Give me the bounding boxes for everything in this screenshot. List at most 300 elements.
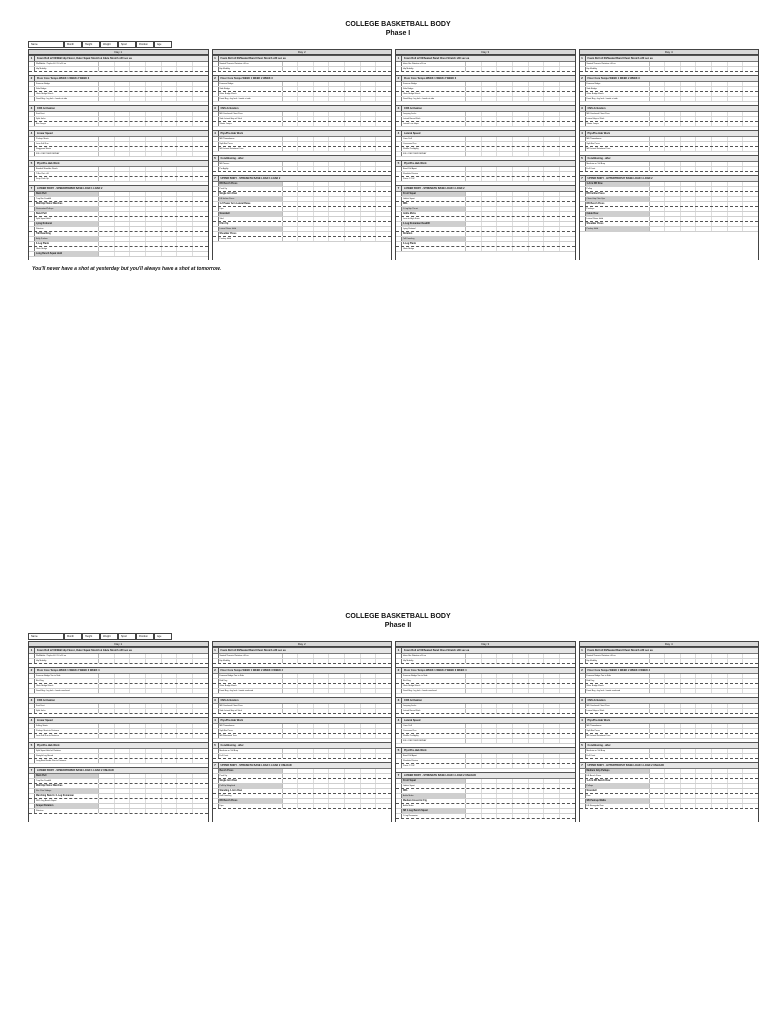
log-cell [529, 67, 545, 71]
log-cell [665, 67, 681, 71]
day-label: Day 1 [29, 49, 208, 55]
log-cell [162, 117, 178, 121]
section-label: Conditioning - after [220, 744, 244, 747]
log-cell [314, 82, 330, 86]
log-cell [497, 674, 513, 678]
log-cell [529, 192, 545, 196]
exercise-name: FULL REST B/W REPEAT [402, 739, 466, 743]
log-cell [529, 814, 545, 818]
log-cell [162, 659, 178, 663]
log-cell [177, 117, 193, 121]
exercise-name: MB Lateral Rotational Toss [219, 147, 283, 151]
log-cell [376, 222, 391, 226]
log-cell [560, 197, 575, 201]
log-cell [130, 227, 146, 231]
log-cell [314, 769, 330, 773]
exercise-name: Dead Bug - leg lock - hands at side [402, 97, 466, 101]
log-cell [130, 212, 146, 216]
log-cell [482, 197, 498, 201]
log-cell [177, 689, 193, 693]
log-cell [177, 754, 193, 758]
log-cell [162, 684, 178, 688]
log-cell [665, 794, 681, 798]
log-cell [513, 734, 529, 738]
log-cell [728, 112, 744, 116]
log-cell [329, 684, 345, 688]
log-cell [115, 242, 131, 246]
log-cell [696, 202, 712, 206]
log-cell [376, 147, 391, 151]
log-cell [743, 779, 758, 783]
log-cell [162, 247, 178, 251]
log-cell [529, 724, 545, 728]
section-label: Lateral Speed [404, 719, 421, 722]
log-cell [177, 202, 193, 206]
section-number: 5 [213, 743, 219, 748]
phase-1-sheet [28, 20, 768, 272]
log-cell [361, 82, 377, 86]
log-cell [560, 217, 575, 221]
section-number: 3 [29, 698, 35, 703]
log-cell [329, 794, 345, 798]
section-label: Foam Roll x2:00/Seated Band Chest Stretch x30 sec ea [220, 57, 286, 60]
exercise-name: Hip Mobility [402, 659, 466, 663]
log-cell [298, 217, 314, 221]
log-cell [162, 237, 178, 241]
log-cell [743, 167, 758, 171]
log-cell [99, 117, 115, 121]
section-header [213, 175, 392, 182]
section-label: Plyo/Pre-Hab Work [404, 749, 427, 752]
exercise-name: DB Bench Press [219, 182, 283, 186]
log-cell [497, 739, 513, 743]
section-label: Foam Roll x2:00/Seated Band Chest Stretch x30 sec ea [587, 57, 653, 60]
log-cell [376, 82, 391, 86]
header-field: Sport [118, 633, 136, 640]
log-cell [696, 62, 712, 66]
log-cell [497, 237, 513, 241]
log-cell [345, 202, 361, 206]
log-cell [146, 684, 162, 688]
exercise-name: 1-2 Power Arm Lateral Raise [219, 202, 283, 206]
exercise-name: Long Bench Squat Hold [35, 252, 99, 256]
log-cell [177, 147, 193, 151]
log-cell [99, 754, 115, 758]
log-cell [529, 799, 545, 803]
log-cell [345, 799, 361, 803]
section-number: 5 [29, 743, 35, 748]
log-cell [544, 172, 560, 176]
log-cell [681, 87, 697, 91]
log-cell [162, 679, 178, 683]
log-cell [361, 794, 377, 798]
log-cell [681, 82, 697, 86]
log-cell [99, 749, 115, 753]
log-cell [529, 709, 545, 713]
section-number: 7 [396, 186, 402, 191]
log-cell [146, 784, 162, 788]
log-cell [650, 212, 666, 216]
log-cell [728, 724, 744, 728]
log-cell [177, 729, 193, 733]
log-cell [146, 177, 162, 181]
log-cell [99, 659, 115, 663]
log-cell [665, 804, 681, 808]
section-label: CNS Activation [587, 107, 606, 110]
log-cell [466, 679, 482, 683]
log-cell [130, 774, 146, 778]
log-cell [314, 227, 330, 231]
log-cell [162, 784, 178, 788]
log-cell [376, 689, 391, 693]
log-cell [513, 689, 529, 693]
section-label: UPPER BODY - HYPERTROPHY BASE LOAD 1 LOAD 2 [587, 177, 653, 180]
log-cell [115, 794, 131, 798]
log-cell [99, 794, 115, 798]
log-cell [681, 62, 697, 66]
log-cell [466, 814, 482, 818]
log-cell [146, 152, 162, 156]
log-cell [681, 222, 697, 226]
log-cell [712, 729, 728, 733]
log-cell [743, 142, 758, 146]
log-cell [283, 749, 299, 753]
log-cell [193, 247, 208, 251]
log-cell [529, 122, 545, 126]
log-cell [193, 117, 208, 121]
log-cell [497, 679, 513, 683]
log-cell [712, 784, 728, 788]
log-cell [712, 137, 728, 141]
log-cell [497, 222, 513, 226]
day-column [579, 641, 760, 822]
log-cell [298, 147, 314, 151]
exercise-name: Glute Bridge March [586, 92, 650, 96]
log-cell [146, 774, 162, 778]
section-header [29, 717, 208, 724]
log-cell [482, 192, 498, 196]
log-cell [298, 724, 314, 728]
section-label: Plyo/Pre-Hab Work [404, 162, 427, 165]
log-cell [361, 207, 377, 211]
exercise-name: T-Bar Rot. x10 [35, 172, 99, 176]
log-cell [560, 222, 575, 226]
log-cell [466, 147, 482, 151]
log-cell [130, 232, 146, 236]
log-cell [743, 659, 758, 663]
section-header [213, 742, 392, 749]
log-cell [650, 207, 666, 211]
log-cell [482, 674, 498, 678]
log-cell [529, 734, 545, 738]
exercise-name: Standing 1-Arm Row [219, 789, 283, 793]
section-header [580, 647, 759, 654]
exercise-name: Jumping Jacks [402, 112, 466, 116]
log-cell [743, 769, 758, 773]
log-cell [696, 207, 712, 211]
log-cell [712, 679, 728, 683]
exercise-name: Side Lateral Hop w/ Stick [219, 709, 283, 713]
exercise-name: Dead Bug - leg lock - hands overhead [35, 689, 99, 693]
log-cell [376, 167, 391, 171]
exercise-name: Scarebell [586, 789, 650, 793]
log-cell [681, 112, 697, 116]
exercise-name: Single Arm Row [219, 192, 283, 196]
log-cell [376, 734, 391, 738]
log-cell [146, 704, 162, 708]
log-cell [283, 799, 299, 803]
log-cell [650, 137, 666, 141]
exercise-name: Glute Bridge March [586, 684, 650, 688]
exercise-name: Hip Mobility [586, 659, 650, 663]
log-cell [329, 237, 345, 241]
log-cell [513, 247, 529, 251]
exercise-name: Forearm Bridge Toe to Side [35, 674, 99, 678]
log-cell [345, 804, 361, 808]
log-cell [283, 709, 299, 713]
log-cell [146, 122, 162, 126]
log-cell [162, 804, 178, 808]
log-cell [743, 674, 758, 678]
log-cell [560, 739, 575, 743]
log-cell [376, 749, 391, 753]
log-cell [513, 804, 529, 808]
log-cell [193, 689, 208, 693]
exercise-name: Band Pull Apart [402, 754, 466, 758]
log-cell [560, 679, 575, 683]
exercise-name: MB Throwdowns [586, 137, 650, 141]
log-cell [345, 724, 361, 728]
section-header [396, 772, 575, 779]
log-cell [482, 247, 498, 251]
section-number: 7 [580, 763, 586, 768]
log-cell [329, 97, 345, 101]
log-cell [560, 654, 575, 658]
log-cell [177, 192, 193, 196]
exercise-name: Inline Bar Rotation x10 ea [402, 654, 466, 658]
log-cell [466, 779, 482, 783]
log-cell [513, 97, 529, 101]
log-cell [513, 684, 529, 688]
exercise-name: Full Court [219, 754, 283, 758]
log-cell [146, 242, 162, 246]
log-cell [177, 197, 193, 201]
log-cell [298, 162, 314, 166]
log-cell [298, 187, 314, 191]
log-cell [665, 784, 681, 788]
log-cell [146, 654, 162, 658]
log-cell [466, 794, 482, 798]
log-cell [513, 242, 529, 246]
log-cell [681, 212, 697, 216]
exercise-name: Shoulder Press [586, 222, 650, 226]
log-cell [681, 709, 697, 713]
log-cell [650, 217, 666, 221]
log-cell [177, 654, 193, 658]
log-cell [162, 749, 178, 753]
log-cell [283, 187, 299, 191]
log-cell [681, 784, 697, 788]
section-number: 4 [396, 718, 402, 723]
section-header [580, 105, 759, 112]
section-number: 7 [213, 763, 219, 768]
log-cell [193, 207, 208, 211]
log-cell [177, 789, 193, 793]
log-cell [298, 62, 314, 66]
log-cell [115, 222, 131, 226]
log-cell [497, 704, 513, 708]
log-cell [529, 217, 545, 221]
section-label: CNS Activation [587, 699, 606, 702]
log-cell [283, 789, 299, 793]
exercise-name: Push Up [219, 187, 283, 191]
log-cell [345, 137, 361, 141]
exercise-name: Hip Mobility [219, 659, 283, 663]
log-cell [712, 794, 728, 798]
section-header [396, 75, 575, 82]
log-cell [743, 87, 758, 91]
log-cell [177, 724, 193, 728]
exercise-name: DB Bench Press [219, 799, 283, 803]
log-cell [513, 177, 529, 181]
log-cell [743, 804, 758, 808]
exercise-name: 3-Leg Plank [35, 242, 99, 246]
log-cell [544, 704, 560, 708]
log-cell [99, 734, 115, 738]
log-cell [177, 247, 193, 251]
log-cell [99, 92, 115, 96]
log-cell [466, 684, 482, 688]
log-cell [130, 147, 146, 151]
section-label: CNS Activation [37, 699, 55, 702]
log-cell [743, 794, 758, 798]
log-cell [544, 82, 560, 86]
log-cell [696, 799, 712, 803]
log-cell [376, 87, 391, 91]
exercise-name: Lateral Hop w/ Stick [586, 709, 650, 713]
section-label: CNS Activation [220, 699, 239, 702]
log-cell [712, 789, 728, 793]
exercise-name: MB Rotational Toss [219, 734, 283, 738]
section-number: 5 [396, 748, 402, 753]
log-cell [560, 242, 575, 246]
log-cell [193, 809, 208, 813]
section-label: Foam Roll x2:00/Wall Hip Flexor, Outer Squat Stretch & Glute Stretch x30 sec ea [37, 649, 132, 652]
exercise-name: RDL [402, 789, 466, 793]
log-cell [298, 237, 314, 241]
log-cell [314, 202, 330, 206]
exercise-name: Bird Dog [586, 679, 650, 683]
days-grid [28, 49, 759, 260]
log-cell [544, 222, 560, 226]
log-cell [728, 734, 744, 738]
log-cell [345, 232, 361, 236]
header-field: Position [136, 633, 154, 640]
log-cell [482, 794, 498, 798]
log-cell [681, 754, 697, 758]
log-cell [728, 749, 744, 753]
log-cell [665, 212, 681, 216]
log-cell [743, 212, 758, 216]
section-number: 2 [213, 668, 219, 673]
exercise-name: Straight Leg Bound [35, 754, 99, 758]
log-cell [345, 749, 361, 753]
exercise-name: Side Lateral Hop w/ Stick [219, 117, 283, 121]
log-cell [696, 97, 712, 101]
log-cell [728, 142, 744, 146]
log-cell [283, 147, 299, 151]
log-cell [696, 749, 712, 753]
exercise-name: 1-Leg Romanian Deadlift [402, 222, 466, 226]
section-number: 2 [580, 76, 586, 81]
section-number: 4 [213, 131, 219, 136]
log-cell [193, 92, 208, 96]
log-cell [696, 724, 712, 728]
log-cell [99, 147, 115, 151]
log-cell [466, 724, 482, 728]
exercise-name: Front Squat [402, 779, 466, 783]
log-cell [466, 172, 482, 176]
log-cell [544, 689, 560, 693]
log-cell [329, 774, 345, 778]
log-cell [665, 684, 681, 688]
log-cell [298, 674, 314, 678]
log-cell [115, 709, 131, 713]
log-cell [115, 212, 131, 216]
log-cell [314, 799, 330, 803]
section-header [580, 697, 759, 704]
log-cell [696, 779, 712, 783]
log-cell [345, 182, 361, 186]
log-cell [544, 799, 560, 803]
log-cell [743, 227, 758, 231]
log-cell [513, 197, 529, 201]
log-cell [712, 724, 728, 728]
exercise-name: Full Court [586, 167, 650, 171]
exercise-name: MB Tosses [219, 162, 283, 166]
exercise-name: Lateral Bound Stick [402, 117, 466, 121]
exercise-name: SB Pushup Walks [586, 799, 650, 803]
log-cell [544, 87, 560, 91]
exercise-name: MB Overhead Chest Pass [586, 704, 650, 708]
log-cell [497, 87, 513, 91]
log-cell [283, 62, 299, 66]
log-cell [115, 87, 131, 91]
log-cell [513, 82, 529, 86]
log-cell [115, 237, 131, 241]
log-cell [329, 217, 345, 221]
exercise-name: Goblet Squat [402, 197, 466, 201]
exercise-name: Medicine or Tall Burp [219, 749, 283, 753]
section-header [213, 717, 392, 724]
log-cell [193, 167, 208, 171]
exercise-name: Pushup Starts [35, 137, 99, 141]
section-number: 2 [396, 668, 402, 673]
log-cell [130, 759, 146, 763]
log-cell [482, 754, 498, 758]
log-cell [314, 122, 330, 126]
log-cell [696, 117, 712, 121]
log-cell [193, 704, 208, 708]
log-cell [696, 684, 712, 688]
log-cell [130, 62, 146, 66]
log-cell [314, 754, 330, 758]
log-cell [329, 734, 345, 738]
log-cell [193, 192, 208, 196]
log-cell [314, 794, 330, 798]
log-cell [681, 202, 697, 206]
section-header [396, 667, 575, 674]
